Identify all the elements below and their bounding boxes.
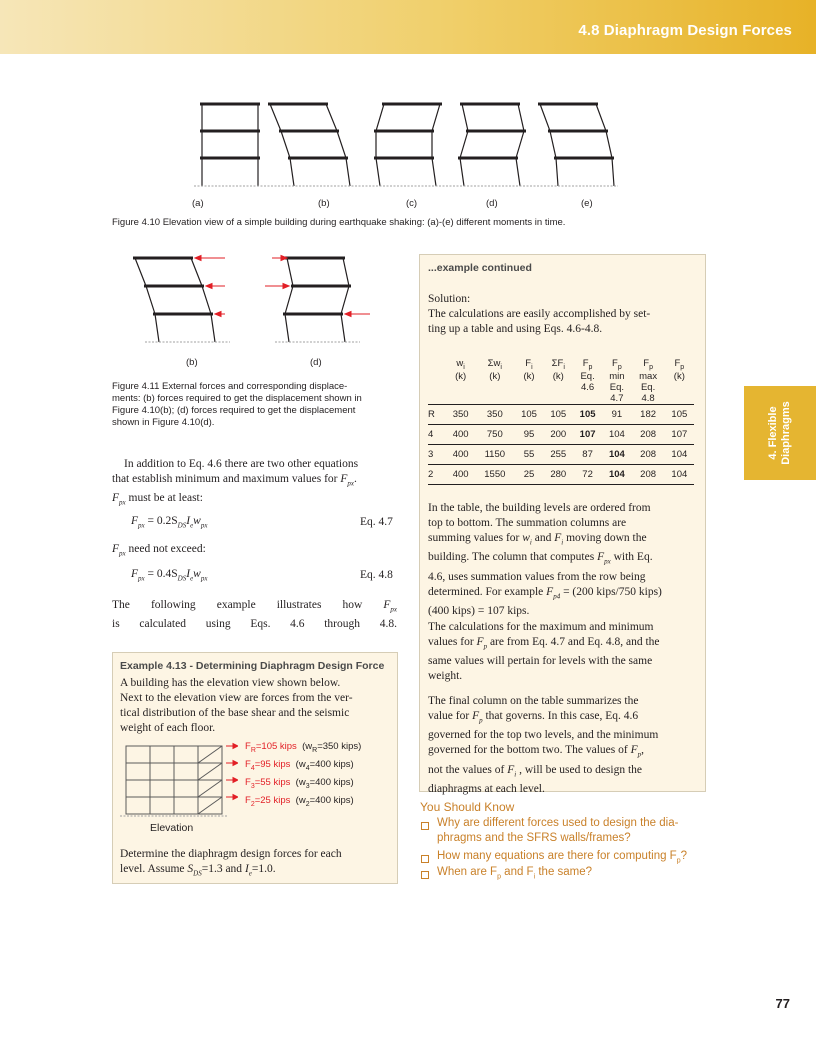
force-row-r: $F_R=105$ kips ($w_R=350$ kips) xyxy=(245,741,362,754)
side-tab-line2: Diaphragms xyxy=(780,401,792,465)
know-item-2: How many equations are there for computing $F_p$? xyxy=(437,850,688,865)
you-should-know-title: You Should Know xyxy=(420,800,515,814)
example-title: Example 4.13 - Determining Diaphragm Design Force xyxy=(120,660,385,672)
bullet-box-icon xyxy=(421,855,429,863)
example-description: A building has the elevation view shown below. Next to the elevation view are forces from the ver- tical distribution of the base shear and the seismic weight of each floor. xyxy=(120,677,353,734)
frame-d xyxy=(458,104,526,186)
bullet-box-icon xyxy=(421,822,429,830)
table-row: 4 400 750 95 200 107 104 208 107 xyxy=(428,424,694,444)
fig411-label-d: (d) xyxy=(310,357,322,368)
equation-4-7: $F_{px} = 0.2S_{DS}I_ew_{px}$ xyxy=(131,515,208,530)
paragraph-min-max: In addition to Eq. 4.6 there are two other equations that establish minimum and maximum values for $F_{px}$. $F_{px}$ must be at least: xyxy=(112,458,359,507)
fig410-label-c: (c) xyxy=(406,198,418,209)
force-row-4: $F_4=95$ kips ($w_4=400$ kips) xyxy=(245,759,354,772)
fig410-label-a: (a) xyxy=(192,198,204,209)
know-item-3: When are $F_p$ and $F_i$ the same? xyxy=(437,866,593,881)
know-item-1: Why are different forces used to design the dia- phragms and the SFRS walls/frames? xyxy=(437,817,679,844)
page-number: 77 xyxy=(775,996,790,1011)
figure-4-11-forces xyxy=(125,248,380,348)
chapter-side-tab xyxy=(744,386,816,480)
solution-intro: Solution: The calculations are easily accomplished by set- ting up a table and using Eqs. 4.6-4.8. xyxy=(428,293,651,335)
fig410-label-e: (e) xyxy=(581,198,593,209)
calculation-table: $w_i$ (k) $\Sigma w_i$ (k) $F_i$ (k) $\Sigma F_i$ (k) $F_p$ Eq. 4.6 $F_p$ min Eq. 4.7 $F_p$ max Eq. 4.8 $F_p$ (k) R 350 350 105 105 105 91 182 105 4 400 750 95 200 107 104 208 107 3 400 1150 55 255 87 104 208 104 2 400 1550 25 280 72 104 208 104 xyxy=(428,358,694,485)
paragraph-table-explanation: In the table, the building levels are ordered from top to bottom. The summation columns are summing values for $w_i$ and $F_i$ moving down the building. The column that computes $F_{px}$ with Eq. 4.6, uses summation values from the row being determined. For example $F_{p4} = (200$ kips/750 kips) (400 kips) = 107 kips. xyxy=(428,502,662,617)
fig411-label-b: (b) xyxy=(186,357,198,368)
figure-4-11-caption: Figure 4.11 External forces and corresponding displace- ments: (b) forces required to get the displacement shown in Figure 4.10(b); (d) forces required to get the displacement shown in Figure 4.10(d). xyxy=(112,381,362,428)
fig410-label-d: (d) xyxy=(486,198,498,209)
eq-4-7-label: Eq. 4.7 xyxy=(360,516,393,528)
example-question: Determine the diaphragm design forces for each level. Assume $S_{DS}=1.3$ and $I_e=1.0$. xyxy=(120,848,342,878)
eq-4-8-label: Eq. 4.8 xyxy=(360,569,393,581)
elevation-label: Elevation xyxy=(150,822,194,834)
paragraph-final-column: The final column on the table summarizes the value for $F_p$ that governs. In this case, Eq. 4.6 governed for the top two levels, and the minimum governed for the bottom two. The values of $F_p$, not the values of $F_i$ , will be used to design the diaphragms at each level. xyxy=(428,695,659,795)
force-row-2: $F_2=25$ kips ($w_2=400$ kips) xyxy=(245,795,354,808)
force-row-3: $F_3=55$ kips ($w_3=400$ kips) xyxy=(245,777,354,790)
frame-a xyxy=(200,104,260,186)
continued-title: ...example continued xyxy=(428,262,532,274)
fig410-label-b: (b) xyxy=(318,198,330,209)
table-row: R 350 350 105 105 105 91 182 105 xyxy=(428,404,694,424)
bullet-box-icon xyxy=(421,871,429,879)
figure-4-10-caption: Figure 4.10 Elevation view of a simple building during earthquake shaking: (a)-(e) different moments in time. xyxy=(112,217,566,228)
paragraph-need-not-exceed: $F_{px}$ need not exceed: xyxy=(112,543,206,558)
table-row: 2 400 1550 25 280 72 104 208 104 xyxy=(428,464,694,484)
paragraph-min-max-values: The calculations for the maximum and minimum values for $F_p$ are from Eq. 4.7 and Eq. 4.8, and the same values will pertain for levels with the same weight. xyxy=(428,621,660,683)
side-tab-line1: 4. Flexible xyxy=(767,406,779,460)
section-title: 4.8 Diaphragm Design Forces xyxy=(578,22,792,39)
table-row: 3 400 1150 55 255 87 104 208 104 xyxy=(428,444,694,464)
elevation-diagram xyxy=(118,740,238,822)
equation-4-8: $F_{px} = 0.4S_{DS}I_ew_{px}$ xyxy=(131,568,208,583)
paragraph-following-example: The following example illustrates how $F_{px}$ is calculated using Eqs. 4.6 through 4.8. xyxy=(112,599,397,631)
figure-4-10-frames xyxy=(180,96,620,196)
frame-c xyxy=(374,104,442,186)
frame-b xyxy=(268,104,350,186)
frame-e xyxy=(538,104,614,186)
